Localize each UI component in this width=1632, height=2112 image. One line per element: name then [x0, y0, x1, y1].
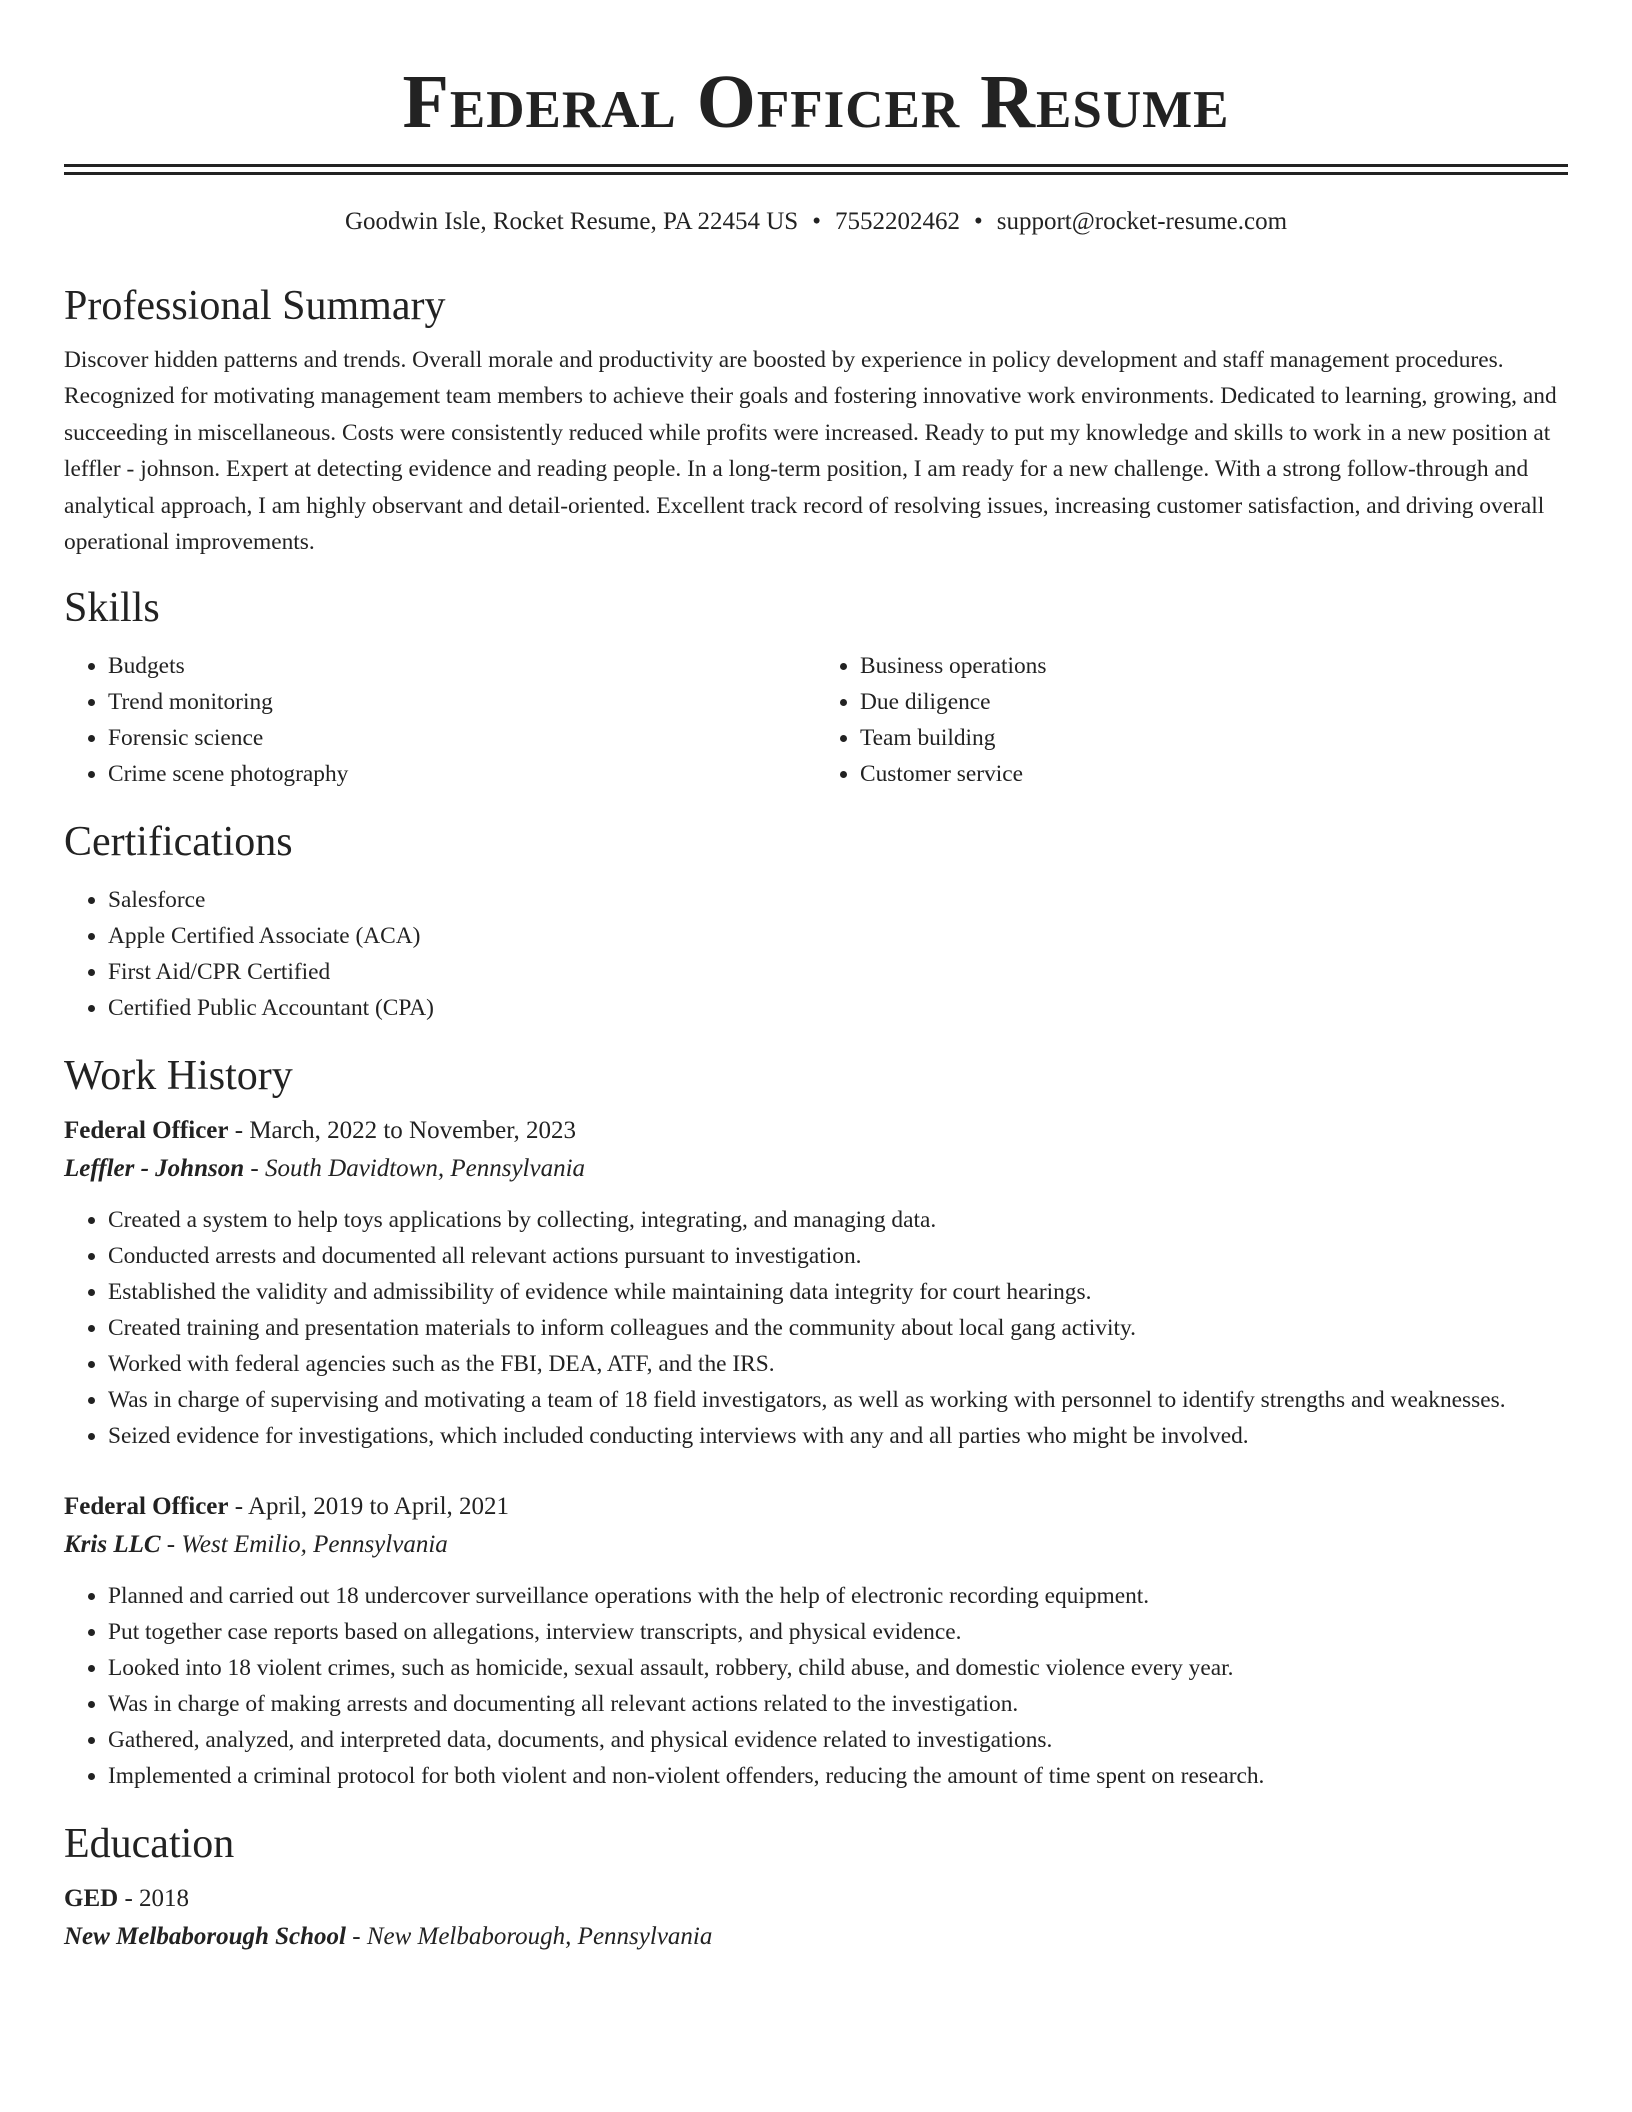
job-duty: • Was in charge of supervising and motivating a team of 18 field investigators, as well as working with personnel to identify strengths and weaknesses.	[108, 1382, 1568, 1418]
certification-item: • Apple Certified Associate (ACA)	[108, 918, 1568, 954]
job-duty: • Created a system to help toys applications by collecting, integrating, and managing data.	[108, 1202, 1568, 1238]
education-year: 2018	[139, 1885, 190, 1913]
work-history-heading: Work History	[64, 1053, 293, 1100]
certification-item: • Certified Public Accountant (CPA)	[108, 990, 1568, 1026]
job-duty: • Implemented a criminal protocol for both violent and non-violent offenders, reducing the amount of time spent on research.	[108, 1758, 1568, 1794]
job-employer	[64, 1526, 1568, 1564]
contact-address: Goodwin Isle, Rocket Resume, PA 22454 US	[344, 208, 799, 235]
job-duty: • Gathered, analyzed, and interpreted data, documents, and physical evidence related to investigations.	[108, 1722, 1568, 1758]
job-duty: • Put together case reports based on allegations, interview transcripts, and physical evidence.	[108, 1614, 1568, 1650]
job-location: South Davidtown, Pennsylvania	[264, 1155, 586, 1183]
skill-item: • Business operations	[860, 648, 1568, 684]
job-header	[64, 1112, 1568, 1150]
job-title: Federal Officer	[64, 1493, 229, 1521]
education-joiner: -	[118, 1885, 140, 1913]
job-joiner: -	[160, 1531, 182, 1559]
job-joiner: -	[228, 1117, 250, 1145]
job-joiner: -	[244, 1155, 265, 1183]
summary-text: Discover hidden patterns and trends. Overall morale and productivity are boosted by experience in policy development and staff management procedures. Recognized for motivating management team members to achieve their goals and fostering innovative work environments. Dedicated to learning, growing, and succeeding in miscellaneous. Costs were consistently reduced while profits were increased. Ready to put my knowledge and skills to work in a new position at leffler - johnson. Expert at detecting evidence and reading people. In a long-term position, I am ready for a new challenge. With a strong follow-through and analytical approach, I am highly observant and detail-oriented. Excellent track record of resolving issues, increasing customer satisfaction, and driving overall operational improvements.	[64, 347, 1557, 556]
job-duty: • Planned and carried out 18 undercover surveillance operations with the help of electronic recording equipment.	[108, 1578, 1568, 1614]
resume-title: Federal Officer Resume	[402, 60, 1230, 144]
job-duties-list	[64, 1578, 1568, 1794]
job-title: Federal Officer	[64, 1117, 229, 1145]
skill-item: • Budgets	[108, 648, 816, 684]
resume-page	[64, 0, 1568, 1956]
title-divider	[64, 164, 1568, 175]
job-duty: • Seized evidence for investigations, which included conducting interviews with any and all parties who might be involved.	[108, 1418, 1568, 1454]
job-entry	[64, 1112, 1568, 1454]
skill-item: • Crime scene photography	[108, 756, 816, 792]
certification-item: • First Aid/CPR Certified	[108, 954, 1568, 990]
summary-heading: Professional Summary	[64, 283, 446, 329]
job-duty: • Conducted arrests and documented all relevant actions pursuant to investigation.	[108, 1238, 1568, 1274]
job-duty: • Established the validity and admissibility of evidence while maintaining data integrity for court hearings.	[108, 1274, 1568, 1310]
education-school: New Melbaborough School	[64, 1923, 346, 1951]
education-joiner: -	[345, 1923, 367, 1951]
job-header	[64, 1488, 1568, 1526]
education-degree-line	[64, 1880, 1568, 1918]
job-duty: • Worked with federal agencies such as the FBI, DEA, ATF, and the IRS.	[108, 1346, 1568, 1382]
certification-item: • Salesforce	[108, 882, 1568, 918]
job-employer	[64, 1150, 1568, 1188]
job-dates: March, 2022 to November, 2023	[249, 1117, 577, 1145]
skill-item: • Forensic science	[108, 720, 816, 756]
certifications-list	[64, 882, 1568, 1026]
skill-item: • Due diligence	[860, 684, 1568, 720]
skills-list-right	[816, 648, 1568, 792]
job-joiner: -	[228, 1493, 248, 1521]
contact-line	[64, 206, 1568, 238]
education-entry	[64, 1880, 1568, 1956]
contact-separator: •	[973, 208, 983, 235]
job-duty: • Was in charge of making arrests and documenting all relevant actions related to the investigation.	[108, 1686, 1568, 1722]
job-duties-list	[64, 1202, 1568, 1454]
skill-item: • Trend monitoring	[108, 684, 816, 720]
job-company: Kris LLC	[64, 1531, 161, 1559]
job-duty: • Created training and presentation materials to inform colleagues and the community about local gang activity.	[108, 1310, 1568, 1346]
job-entry	[64, 1488, 1568, 1794]
job-dates: April, 2019 to April, 2021	[247, 1493, 510, 1521]
skills-heading: Skills	[64, 585, 160, 632]
skill-item: • Team building	[860, 720, 1568, 756]
skills-columns	[64, 648, 1568, 792]
job-duty: • Looked into 18 violent crimes, such as homicide, sexual assault, robbery, child abuse, and domestic violence every year.	[108, 1650, 1568, 1686]
skill-item: • Customer service	[860, 756, 1568, 792]
education-degree: GED	[64, 1885, 119, 1913]
contact-phone: 7552202462	[834, 208, 960, 235]
education-location: New Melbaborough, Pennsylvania	[366, 1923, 713, 1951]
job-company: Leffler - Johnson	[64, 1155, 245, 1183]
education-heading: Education	[64, 1821, 235, 1868]
education-school-line	[64, 1918, 1568, 1956]
contact-separator: •	[812, 208, 821, 235]
skills-list-left	[64, 648, 816, 792]
job-location: West Emilio, Pennsylvania	[181, 1531, 448, 1559]
certifications-heading: Certifications	[64, 819, 293, 866]
contact-email: support@rocket-resume.com	[996, 208, 1288, 235]
